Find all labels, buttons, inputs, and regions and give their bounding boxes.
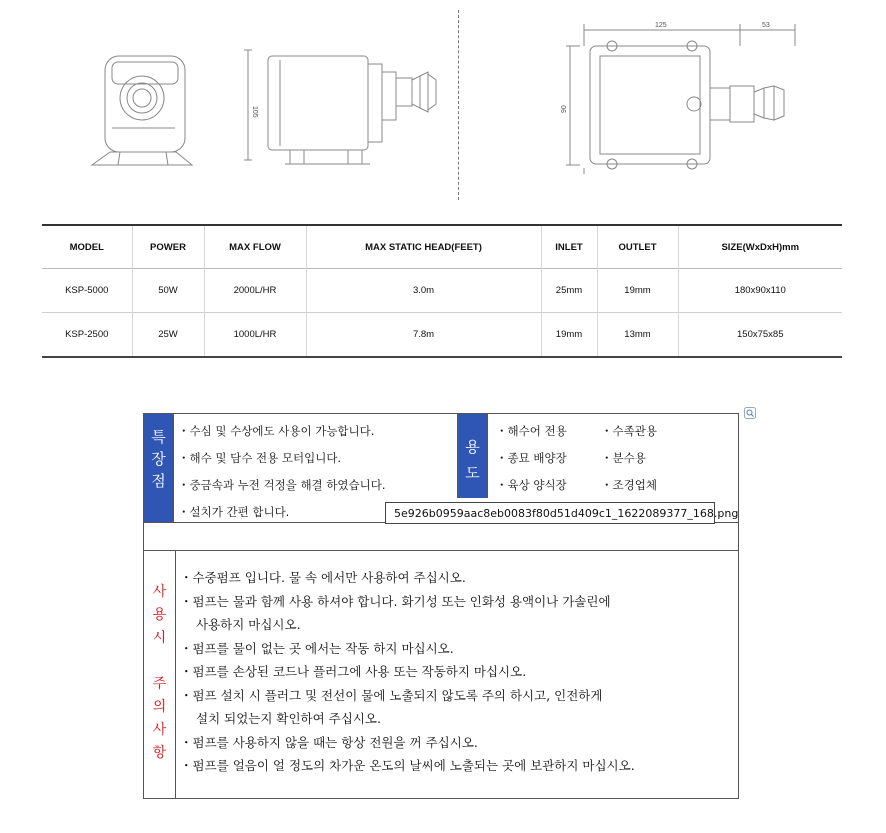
list-item: ・펌프를 손상된 코드나 플러그에 사용 또는 작동하지 마십시오. bbox=[180, 664, 527, 679]
use-item: ・해수어 전용 bbox=[496, 424, 567, 438]
cell-max-flow: 1000L/HR bbox=[204, 313, 306, 358]
col-header-max-flow: MAX FLOW bbox=[204, 225, 306, 269]
cell-max-flow: 2000L/HR bbox=[204, 269, 306, 313]
cell-model: KSP-5000 bbox=[42, 269, 132, 313]
cell-max-static-head: 7.8m bbox=[306, 313, 541, 358]
col-header-outlet: OUTLET bbox=[597, 225, 678, 269]
spec-table-header bbox=[42, 225, 842, 269]
col-header-size: SIZE(WxDxH)mm bbox=[721, 241, 800, 253]
cell-model: KSP-2500 bbox=[42, 313, 132, 358]
dim-height-right-label: 90 bbox=[561, 105, 568, 113]
caution-side-char: 의 bbox=[152, 699, 167, 715]
cell-inlet: 25mm bbox=[541, 269, 597, 313]
list-item: ・펌프를 물이 없는 곳 에서는 작동 하지 마십시오. bbox=[180, 640, 454, 656]
uses-list bbox=[496, 418, 657, 499]
cell-power: 25W bbox=[132, 313, 204, 358]
col-header-inlet: INLET bbox=[541, 225, 597, 269]
col-header-model: MODEL bbox=[42, 225, 132, 269]
use-item: ・조경업체 bbox=[601, 478, 657, 492]
list-item-continuation: 사용하지 마십시오. bbox=[196, 617, 301, 632]
caution-side-char: 사 bbox=[152, 584, 167, 600]
list-item-continuation: 설치 되었는지 확인하여 주십시오. bbox=[196, 711, 381, 726]
dim-outlet-top-label: 53 bbox=[762, 22, 770, 29]
list-item: ・펌프 설치 시 플러그 및 전선이 물에 노출되지 않도록 주의 하시고, 인전하게 bbox=[180, 687, 603, 703]
use-item: ・육상 양식장 bbox=[496, 478, 567, 492]
caution-side-char: 사 bbox=[152, 722, 167, 738]
expand-icon[interactable] bbox=[744, 407, 756, 419]
list-item bbox=[496, 472, 657, 499]
list-item: ・수심 및 수상에도 사용이 가능합니다. bbox=[178, 424, 375, 438]
cell-power: 50W bbox=[132, 269, 204, 313]
drawing-separator bbox=[458, 10, 459, 200]
list-item: ・펌프는 물과 함께 사용 하셔야 합니다. 화기성 또는 인화성 용액이나 가솔린에 bbox=[180, 593, 611, 609]
cell-max-static-head: 3.0m bbox=[306, 269, 541, 313]
use-item: ・분수용 bbox=[601, 451, 646, 465]
list-item: ・수중펌프 입니다. 물 속 에서만 사용하여 주십시오. bbox=[180, 570, 466, 585]
cell-outlet: 13mm bbox=[597, 313, 678, 358]
list-item bbox=[496, 445, 657, 472]
features-list bbox=[178, 418, 386, 526]
list-item bbox=[496, 418, 657, 445]
features-side-char: 장 bbox=[151, 450, 166, 468]
pump-top-view bbox=[566, 24, 795, 174]
list-item: ・해수 및 담수 전용 모터입니다. bbox=[178, 451, 342, 465]
dim-height-left-label: 105 bbox=[251, 106, 258, 118]
features-side-label bbox=[144, 414, 173, 522]
use-item: ・수족관용 bbox=[601, 424, 657, 438]
list-item: ・중금속과 누전 걱정을 해결 하였습니다. bbox=[178, 478, 386, 492]
pump-technical-drawing bbox=[0, 0, 886, 210]
pump-front-view bbox=[92, 56, 192, 165]
use-item: ・종묘 배양장 bbox=[496, 451, 567, 465]
spec-table bbox=[42, 224, 842, 358]
product-info-document bbox=[143, 413, 739, 799]
caution-side-label bbox=[144, 551, 175, 797]
table-row bbox=[42, 313, 842, 358]
col-header-max-static-head: MAX STATIC HEAD(FEET) bbox=[306, 225, 541, 269]
table-row bbox=[42, 269, 842, 313]
uses-side-label bbox=[458, 414, 487, 498]
dim-width-top-label: 125 bbox=[655, 22, 667, 29]
divider bbox=[487, 414, 488, 498]
pump-side-view bbox=[244, 50, 436, 164]
filename-tooltip: 5e926b0959aac8eb0083f80d51d409c1_1622089377_168.png bbox=[385, 502, 715, 524]
divider bbox=[175, 550, 176, 798]
cell-size: 150x75x85 bbox=[737, 329, 784, 340]
caution-side-char: 항 bbox=[152, 745, 167, 761]
features-side-char: 특 bbox=[151, 428, 166, 446]
uses-side-char: 용 bbox=[465, 438, 480, 456]
divider bbox=[144, 550, 738, 551]
cell-size: 180x90x110 bbox=[734, 285, 786, 296]
caution-side-char: 용 bbox=[152, 607, 167, 623]
divider bbox=[173, 414, 174, 522]
uses-side-char: 도 bbox=[465, 464, 480, 482]
cell-outlet: 19mm bbox=[597, 269, 678, 313]
list-item: ・펌프를 사용하지 않을 때는 항상 전원을 꺼 주십시오. bbox=[180, 734, 478, 750]
caution-side-char: 시 bbox=[152, 630, 167, 646]
caution-side-char: 주 bbox=[152, 676, 167, 692]
col-header-power: POWER bbox=[132, 225, 204, 269]
cell-inlet: 19mm bbox=[541, 313, 597, 358]
caution-side-char bbox=[144, 650, 175, 673]
list-item: ・펌프를 얼음이 얼 정도의 차가운 온도의 날씨에 노출되는 곳에 보관하지 마십시오. bbox=[180, 758, 635, 773]
list-item: ・설치가 간편 합니다. bbox=[178, 505, 290, 519]
features-side-char: 점 bbox=[151, 472, 166, 490]
caution-list bbox=[180, 566, 635, 778]
